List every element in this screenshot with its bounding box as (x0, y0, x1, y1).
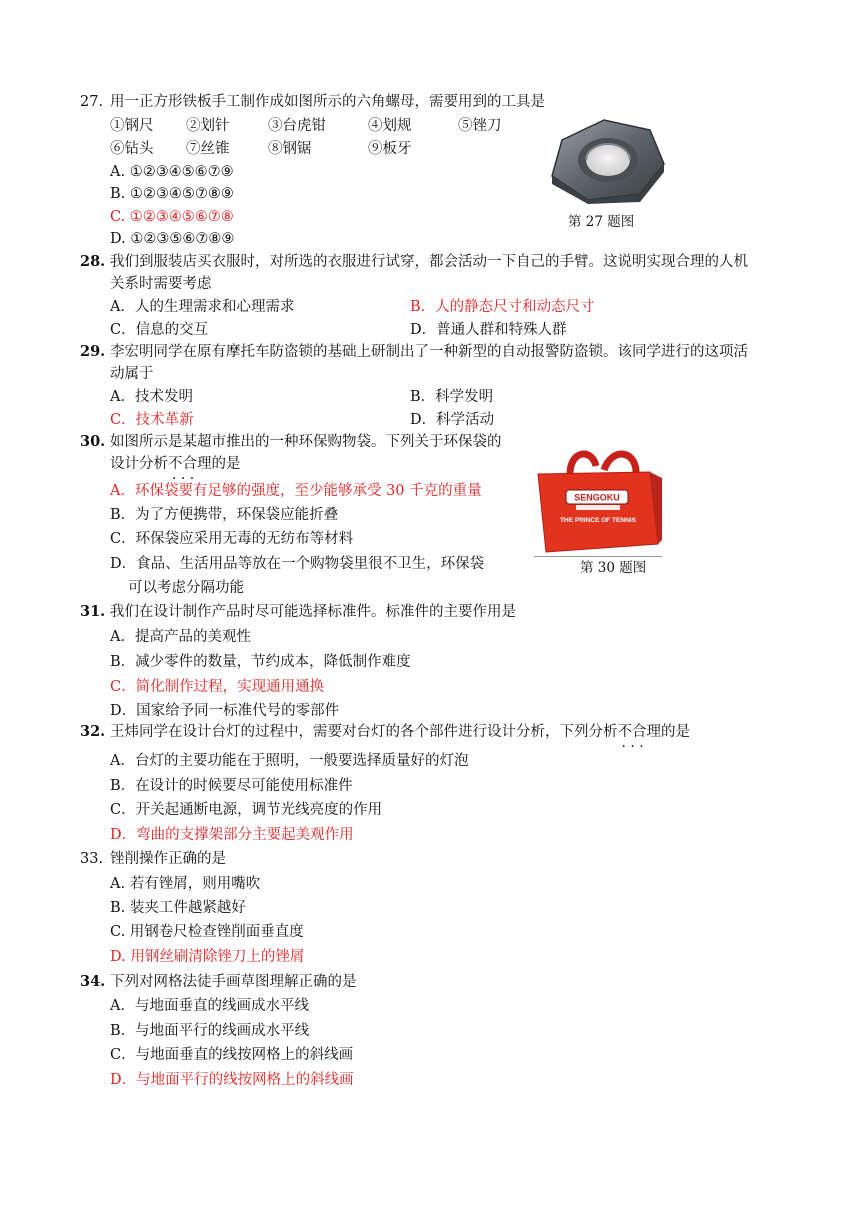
q27-tool-2: ②划针 (186, 118, 230, 134)
q27-tool-6: ⑥钻头 (110, 141, 154, 157)
q27-figure-caption: 第 27 题图 (568, 214, 635, 230)
q28-option-c: C．信息的交互 (110, 322, 209, 338)
hex-nut-image (544, 116, 670, 204)
q29-option-a: A．技术发明 (110, 389, 193, 405)
q27-tool-5: ⑤锉刀 (458, 118, 502, 134)
q27-tool-9: ⑨板牙 (368, 141, 412, 157)
q28-stem-line1: 我们到服装店买衣服时，对所选的衣服进行试穿，都会活动一下自己的手臂。这说明实现合理的人机 (110, 254, 748, 270)
q34-option-d-answer: D．与地面平行的线按网格上的斜线画 (110, 1072, 354, 1088)
q32-stem-part1: 王炜同学在设计台灯的过程中，需要对台灯的各个部件进行设计分析，下列分析 (110, 724, 618, 740)
q34-stem: 下列对网格法徒手画草图理解正确的是 (110, 974, 357, 990)
q30-stem-line1: 如图所示是某超市推出的一种环保购物袋。下列关于环保袋的 (110, 434, 502, 450)
q27-option-c-answer: C. ①②③④⑤⑥⑦⑧ (110, 209, 234, 225)
q34-option-a: A．与地面垂直的线画成水平线 (110, 998, 309, 1014)
q30-figure-caption: 第 30 题图 (580, 560, 647, 576)
q27-number: 27. (80, 94, 104, 110)
q30-option-d-line2: 可以考虑分隔功能 (128, 580, 244, 596)
q30-option-b: B．为了方便携带，环保袋应能折叠 (110, 507, 339, 523)
q31-option-c-answer: C．简化制作过程，实现通用通换 (110, 679, 325, 695)
q31-option-a: A．提高产品的美观性 (110, 629, 251, 645)
q32-stem (110, 722, 690, 742)
q33-option-c: C. 用钢卷尺检查锉削面垂直度 (110, 924, 304, 940)
q30-option-a-answer: A．环保袋要有足够的强度，至少能够承受 30 千克的重量 (110, 483, 482, 499)
q28-option-d: D．普通人群和特殊人群 (410, 322, 567, 338)
bag-logo-text: SENGOKU (574, 492, 620, 503)
q34-number: 34. (80, 973, 106, 990)
q32-option-b: B．在设计的时候要尽可能使用标准件 (110, 778, 353, 794)
q27-stem: 用一正方形铁板手工制作成如图所示的六角螺母，需要用到的工具是 (110, 94, 545, 110)
q31-option-d: D．国家给予同一标准代号的零部件 (110, 703, 340, 719)
q33-stem: 锉削操作正确的是 (110, 851, 226, 867)
q28-stem-line2: 关系时需要考虑 (110, 276, 212, 292)
q32-option-d-answer: D．弯曲的支撑架部分主要起美观作用 (110, 827, 354, 843)
q27-option-d: D. ①②③⑤⑥⑦⑧⑨ (110, 231, 235, 247)
q30-stem-part1: 设计分析 (110, 456, 168, 472)
q28-option-a: A．人的生理需求和心理需求 (110, 299, 295, 315)
q34-option-c: C．与地面垂直的线按网格上的斜线画 (110, 1047, 354, 1063)
q28-option-b-answer: B．人的静态尺寸和动态尺寸 (410, 299, 595, 315)
q29-option-d: D．科学活动 (410, 412, 495, 428)
q33-option-b: B. 装夹工件越紧越好 (110, 900, 246, 916)
q31-stem: 我们在设计制作产品时尽可能选择标准件。标准件的主要作用是 (110, 604, 516, 620)
q29-stem-line1: 李宏明同学在原有摩托车防盗锁的基础上研制出了一种新型的自动报警防盗锁。该同学进行的这项活 (110, 344, 748, 360)
q34-option-b: B．与地面平行的线画成水平线 (110, 1023, 310, 1039)
q29-option-c-answer: C．技术革新 (110, 412, 194, 428)
q32-number: 32. (80, 723, 106, 740)
q33-option-a: A. 若有锉屑，则用嘴吹 (110, 876, 261, 892)
bag-slogan-text: THE PRINCE OF TENNIS (560, 517, 636, 524)
q27-tool-7: ⑦丝锥 (186, 141, 230, 157)
q27-tool-3: ③台虎钳 (268, 118, 326, 134)
q32-option-a: A．台灯的主要功能在于照明，一般要选择质量好的灯泡 (110, 753, 469, 769)
q30-stem-line2 (110, 454, 241, 474)
q29-stem-line2: 动属于 (110, 366, 154, 382)
q32-emphasis-not-reasonable: 不合理 · · · (618, 724, 662, 740)
q28-number: 28. (80, 253, 106, 270)
q31-option-b: B．减少零件的数量，节约成本，降低制作难度 (110, 654, 411, 670)
q33-option-d-answer: D. 用钢丝刷清除锉刀上的锉屑 (110, 949, 305, 965)
q27-tool-8: ⑧钢锯 (268, 141, 312, 157)
q29-number: 29. (80, 343, 106, 360)
q30-option-d: D．食品、生活用品等放在一个购物袋里很不卫生，环保袋 (110, 556, 485, 572)
q30-number: 30. (80, 433, 106, 450)
q27-tool-1: ①钢尺 (110, 118, 154, 134)
q32-option-c: C．开关起通断电源，调节光线亮度的作用 (110, 802, 383, 818)
q29-option-b: B．科学发明 (410, 389, 494, 405)
q27-tool-4: ④划规 (368, 118, 412, 134)
q30-emphasis-not-reasonable: 不合理 · · · (168, 456, 212, 472)
q33-number: 33. (80, 851, 104, 867)
q31-number: 31. (80, 603, 106, 620)
q32-stem-part3: 的是 (661, 724, 690, 740)
q27-option-a: A. ①②③④⑤⑥⑦⑨ (110, 164, 234, 180)
q30-stem-part3: 的是 (211, 456, 241, 472)
q27-option-b: B. ①②③④⑤⑦⑧⑨ (110, 186, 234, 202)
shopping-bag-image (532, 448, 664, 558)
q30-option-c: C．环保袋应采用无毒的无纺布等材料 (110, 531, 354, 547)
